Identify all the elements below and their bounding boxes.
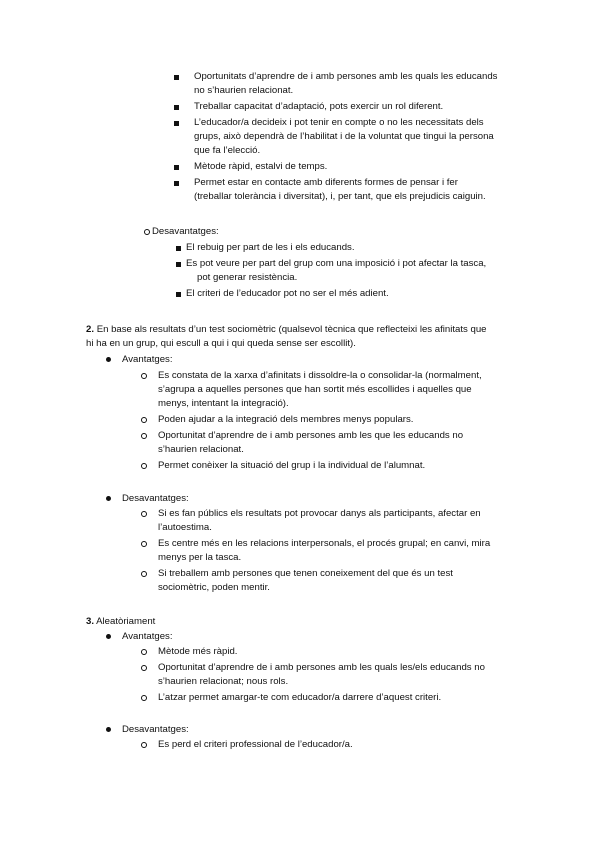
list-item xyxy=(158,507,517,535)
heading-label: Avantatges: xyxy=(122,354,173,365)
line: Es centre més en les relacions interpersonals, el procés grupal; en canvi, mira xyxy=(158,538,491,549)
line: (treballar tolerància i diversitat), i, per tant, que els prejudicis caiguin. xyxy=(194,191,486,202)
line: L’educador/a decideix i pot tenir en compte o no les necessitats dels xyxy=(194,117,484,128)
line: grups, això dependrà de l’habilitat i de la voluntat que tingui la persona xyxy=(194,131,494,142)
list-item xyxy=(176,287,506,301)
list-item xyxy=(194,116,517,158)
line: Poden ajudar a la integració dels membres menys populars. xyxy=(158,414,414,425)
advantages-heading-section2 xyxy=(122,353,173,367)
list-item xyxy=(194,176,517,204)
section3-title xyxy=(86,615,518,629)
list-item xyxy=(194,70,517,98)
list-item xyxy=(158,429,517,457)
line: l’autoestima. xyxy=(158,522,212,533)
list-item xyxy=(158,567,517,595)
heading-label: Avantatges: xyxy=(122,631,173,642)
title-text: En base als resultats d’un test sociomètric (qualsevol tècnica que reflecteixi les afinitats que xyxy=(96,324,487,335)
line: Es constata de la xarxa d’afinitats i dissoldre-la o consolidar-la (normalment, xyxy=(158,370,482,381)
list-item xyxy=(176,257,506,285)
line: s’agrupa a aquelles persones que han sortit més escollides i aquelles que xyxy=(158,384,472,395)
line: Oportunitat d’aprendre de i amb persones amb les que les educands no xyxy=(158,430,464,441)
list-item xyxy=(158,459,517,473)
advantages-list-section3 xyxy=(158,645,517,707)
line: hi ha en un grup, qui escull a qui i qui queda sense ser escollit). xyxy=(86,338,356,349)
advantages-heading-section3 xyxy=(122,630,173,644)
line: Treballar capacitat d’adaptació, pots exercir un rol diferent. xyxy=(194,101,444,112)
disadvantages-heading-section2 xyxy=(122,492,189,506)
line: Mètode més ràpid. xyxy=(158,646,238,657)
line: sociomètric, poden mentir. xyxy=(158,582,270,593)
list-item xyxy=(194,160,517,174)
line: El criteri de l’educador pot no ser el més adient. xyxy=(186,288,389,299)
disadvantages-heading-section1 xyxy=(144,225,219,239)
line: Oportunitats d’aprendre de i amb persones amb les quals les educands xyxy=(194,71,498,82)
list-item xyxy=(158,738,517,752)
list-item xyxy=(158,537,517,565)
disadvantages-list-section1 xyxy=(176,241,506,303)
heading-label: Desavantatges: xyxy=(122,724,189,735)
line: El rebuig per part de les i els educands. xyxy=(186,242,355,253)
section2-title xyxy=(86,323,518,351)
list-item xyxy=(158,369,517,411)
line: s’haurien relacionat. xyxy=(158,444,244,455)
heading-label: Desavantatges: xyxy=(152,226,219,237)
line: Permet conèixer la situació del grup i la individual de l’alumnat. xyxy=(158,460,426,471)
line: Mètode ràpid, estalvi de temps. xyxy=(194,161,328,172)
line: no s’haurien relacionat. xyxy=(194,85,294,96)
advantages-list-section2 xyxy=(158,369,517,475)
list-item xyxy=(194,100,517,114)
list-item xyxy=(158,661,517,689)
disadvantages-list-section2 xyxy=(158,507,517,597)
section-number: 2. xyxy=(86,324,95,335)
line: s’haurien relacionat; nous rols. xyxy=(158,676,289,687)
list-item xyxy=(158,413,517,427)
line: menys per la tasca. xyxy=(158,552,242,563)
list-item xyxy=(176,241,506,255)
line: Es perd el criteri professional de l’educador/a. xyxy=(158,739,353,750)
disadvantages-list-section3 xyxy=(158,738,517,754)
section-number: 3. xyxy=(86,616,95,627)
list-item xyxy=(158,691,517,705)
line xyxy=(86,323,518,337)
line: pot generar resistència. xyxy=(197,272,298,283)
title-text: Aleatòriament xyxy=(96,616,156,627)
line: Es pot veure per part del grup com una imposició i pot afectar la tasca, xyxy=(186,258,487,269)
line: menys, intentant la integració). xyxy=(158,398,289,409)
line: que fa l’elecció. xyxy=(194,145,261,156)
list-item xyxy=(158,645,517,659)
line: Si es fan públics els resultats pot provocar danys als participants, afectar en xyxy=(158,508,481,519)
advantages-list-section1 xyxy=(194,70,517,206)
disadvantages-heading-section3 xyxy=(122,723,189,737)
line: Oportunitat d’aprendre de i amb persones amb les quals les/els educands no xyxy=(158,662,485,673)
heading-label: Desavantatges: xyxy=(122,493,189,504)
line: Si treballem amb persones que tenen coneixement del que és un test xyxy=(158,568,453,579)
line: Permet estar en contacte amb diferents formes de pensar i fer xyxy=(194,177,458,188)
line: L’atzar permet amargar-te com educador/a darrere d’aquest criteri. xyxy=(158,692,442,703)
